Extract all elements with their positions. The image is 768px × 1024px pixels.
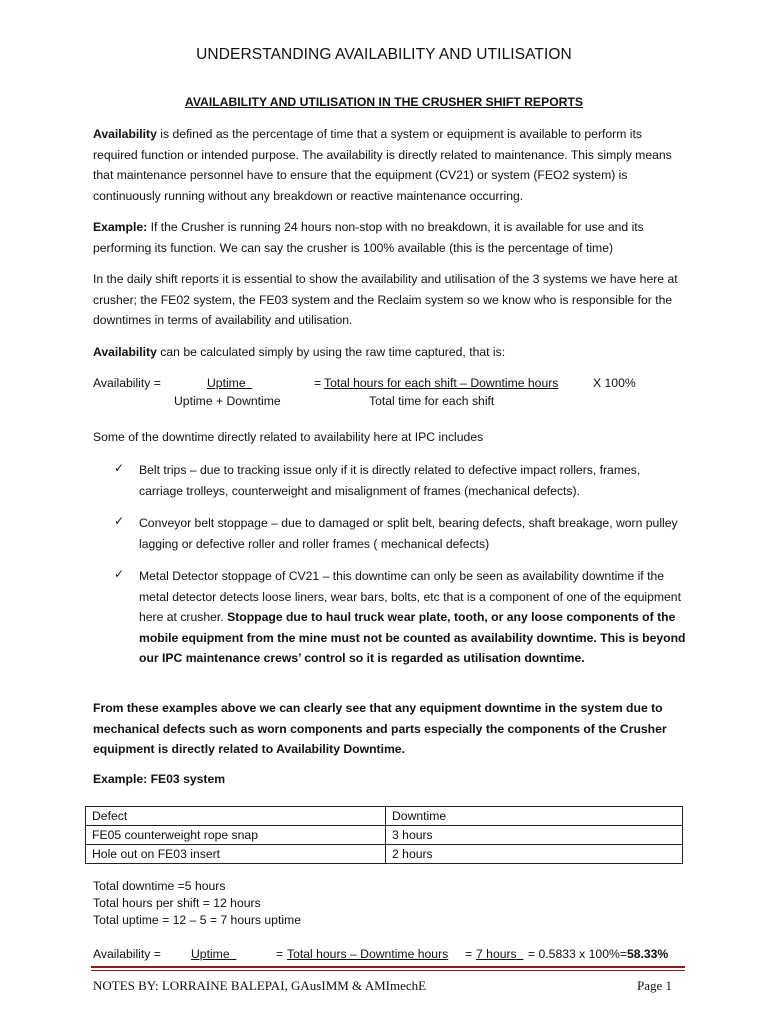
paragraph-text: can be calculated simply by using the raw time captured, that is: xyxy=(156,345,506,359)
table-header-defect: Defect xyxy=(86,807,386,826)
formula-numerator-2 xyxy=(287,947,448,961)
paragraph-text: Some of the downtime directly related to availability here at IPC includes xyxy=(93,430,484,444)
formula-numerator xyxy=(191,947,236,961)
defect-downtime-table xyxy=(85,806,683,864)
example-fe03-label: Example: FE03 system xyxy=(93,772,226,786)
formula-denominator: Uptime + Downtime xyxy=(174,394,281,408)
bullet-item-conveyor-stoppage: Conveyor belt stoppage – due to damaged or split belt, bearing defects, shaft breakage, worn pulley lagging or defective roller and roller frames ( mechanical defects) xyxy=(139,516,678,551)
bullet-text: Metal Detector stoppage of CV21 – this downtime can only be seen as availability downtime if the metal detector detects loose liners, wear bars, bolts, etc that is a component of one of the equipment here at crusher. xyxy=(139,569,681,624)
total-downtime: Total downtime =5 hours xyxy=(93,879,226,893)
formula-label: Availability = xyxy=(93,947,161,961)
result-text: = 0.5833 x 100%= xyxy=(528,947,627,961)
formula-numerator-2 xyxy=(324,376,558,390)
table-row xyxy=(86,826,683,845)
formula-multiplier: X 100% xyxy=(593,376,636,390)
formula-equals-2: = xyxy=(465,947,473,961)
bullet-item-belt-trips: Belt trips – due to tracking issue only if it is directly related to defective impact rollers, frames, carriage trolleys, counterweight and misalignment of frames (mechanical defects). xyxy=(139,463,641,498)
footer-page-number: Page 1 xyxy=(637,978,673,993)
formula-label: Availability = xyxy=(93,376,161,390)
section-subtitle: AVAILABILITY AND UTILISATION IN THE CRUSHER SHIFT REPORTS xyxy=(184,95,584,109)
paragraph-availability-definition xyxy=(93,124,683,206)
document-title: UNDERSTANDING AVAILABILITY AND UTILISATION xyxy=(196,46,572,63)
bullet-bold-text: Stoppage due to haul truck wear plate, tooth, or any loose components of the mobile equipment from the mine must not be counted as availability downtime. This is beyond our IPC maintenance crews’ control so it is regarded as utilisation downtime. xyxy=(139,610,686,665)
total-hours-underlined: Total hours – Downtime hours xyxy=(287,947,449,961)
paragraph-example xyxy=(93,217,683,258)
paragraph-downtime-intro xyxy=(93,427,683,448)
formula-equals: = xyxy=(314,376,322,390)
checkmark-icon: ✓ xyxy=(114,514,125,528)
bold-lead: Example: xyxy=(93,220,148,234)
paragraph-daily-shift-reports xyxy=(93,269,683,331)
checkmark-icon: ✓ xyxy=(114,567,125,581)
table-cell: FE05 counterweight rope snap xyxy=(86,826,386,845)
paragraph-availability-calc xyxy=(93,342,683,363)
paragraph-text: In the daily shift reports it is essential to show the availability and utilisation of the 3 systems we have here at crusher; the FE02 system, the FE03 system and the Reclaim system so we know who is responsible for the downtimes in terms of availability and utilisation. xyxy=(93,272,678,327)
paragraph-text: is defined as the percentage of time that a system or equipment is available to perform its required function or intended purpose. The availability is directly related to maintenance. This simply means that maintenance personnel have to ensure that the equipment (CV21) or system (FEO2 system) is continuously running without any breakdown or reactive maintenance occurring. xyxy=(93,127,672,203)
total-uptime: Total uptime = 12 – 5 = 7 hours uptime xyxy=(93,913,301,927)
table-header-row xyxy=(86,807,683,826)
formula-equals: = xyxy=(276,947,284,961)
uptime-underlined: Uptime xyxy=(191,947,230,961)
footer-divider xyxy=(91,966,685,968)
table-cell: 3 hours xyxy=(386,826,683,845)
paragraph-conclusion xyxy=(93,698,683,760)
bold-lead: Availability xyxy=(93,127,157,141)
table-cell: 2 hours xyxy=(386,845,683,864)
table-cell: Hole out on FE03 insert xyxy=(86,845,386,864)
total-hours-per-shift: Total hours per shift = 12 hours xyxy=(93,896,261,910)
bullet-item-metal-detector xyxy=(139,566,687,669)
formula-denominator-2: Total time for each shift xyxy=(369,394,495,408)
footer-divider-thin xyxy=(91,970,685,971)
uptime-underlined: Uptime xyxy=(207,376,246,390)
result-bold: 58.33% xyxy=(626,947,669,961)
paragraph-text: If the Crusher is running 24 hours non-stop with no breakdown, it is available for use and its performing its function. We can say the crusher is 100% available (this is the percentage of time) xyxy=(93,220,644,255)
bold-text: From these examples above we can clearly see that any equipment downtime in the system due to mechanical defects such as worn components and parts especially the components of the Crusher equipment is directly related to Availability Downtime. xyxy=(93,701,667,756)
bold-lead: Availability xyxy=(93,345,157,359)
total-hours-underlined: Total hours for each shift – Downtime hours xyxy=(324,376,559,390)
seven-hours-underlined: 7 hours xyxy=(476,947,517,961)
formula-result xyxy=(528,947,668,961)
checkmark-icon: ✓ xyxy=(114,461,125,475)
footer-author-notes: NOTES BY: LORRAINE BALEPAI, GAusIMM & AMImechE xyxy=(93,978,427,993)
table-row xyxy=(86,845,683,864)
table-header-downtime: Downtime xyxy=(386,807,683,826)
formula-numerator xyxy=(207,376,252,390)
formula-value xyxy=(476,947,523,961)
